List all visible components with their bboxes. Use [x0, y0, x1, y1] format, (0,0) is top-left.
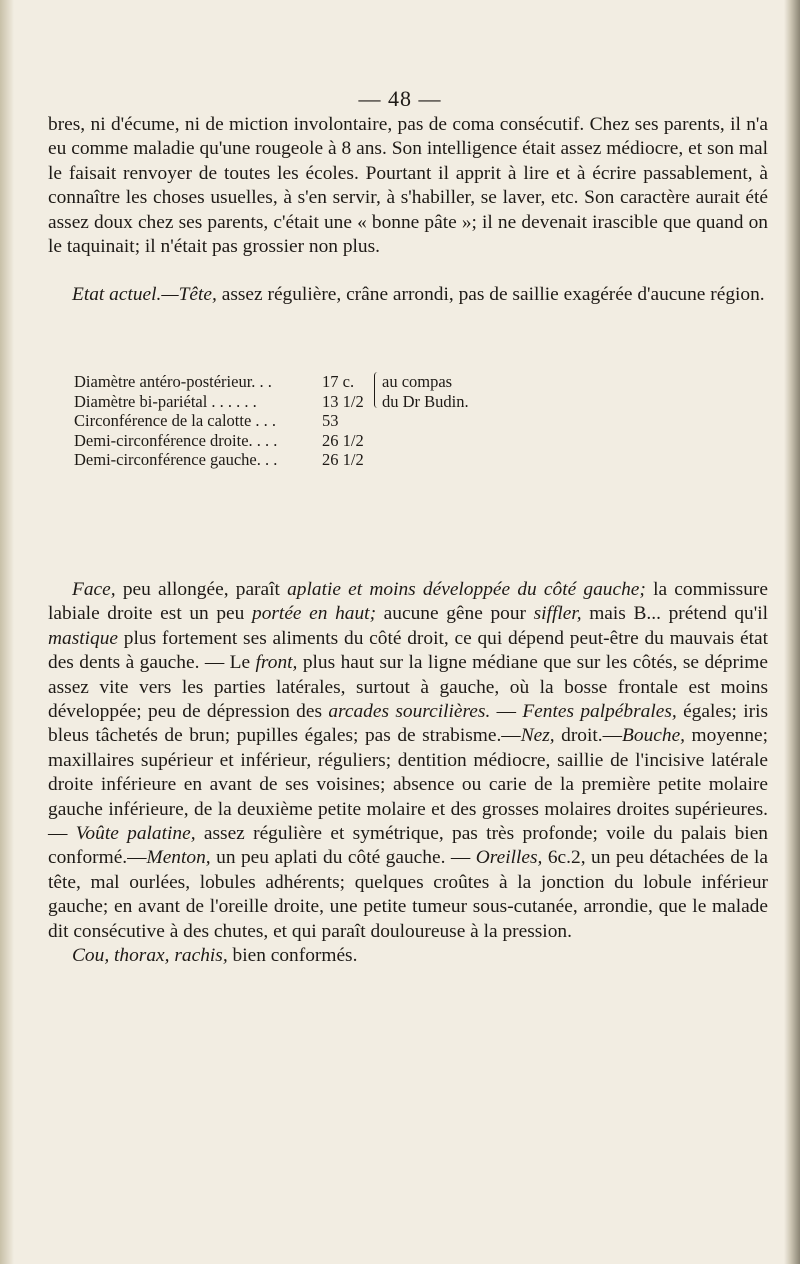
italic-term: aplatie et moins développée du côté gauche;: [287, 579, 646, 600]
italic-term: mastique: [48, 627, 119, 649]
paragraph-etat-actuel: [48, 283, 768, 307]
brace-icon: [374, 372, 381, 408]
text-run: 6c.2, un peu détachées de la tête, mal ourlées, lobules adhérents; quelques croûtes à la jonction du lobule inférieur gauche; en avant de l'oreille droite, une petite tumeur sous-cutanée, arrondie, que le malade dit consécutive à des chutes, et qui paraît douloureuse à la pression.: [48, 847, 768, 942]
measurement-label: Demi-circonférence droite. . . .: [74, 430, 278, 450]
measurement-label: Diamètre antéro-postérieur. . .: [74, 372, 272, 391]
text-run: aucune gêne pour: [376, 603, 534, 625]
cou-thorax-text: bien conformés.: [227, 945, 358, 967]
measurement-note: [382, 372, 469, 411]
page-edge-right: [784, 0, 800, 1264]
paragraph-intro: bres, ni d'écume, ni de miction involontaire, pas de coma consécutif. Chez ses parents, il n'a eu comme maladie qu'une rougeole à 8 ans. Son intelligence était assez médiocre, et son mal le faisait renvoyer de toutes les écoles. Pourtant il apprit à lire et à écrire passablement, à connaître les choses usuelles, à s'en servir, à s'habiller, se laver, etc. Son caractère aurait été assez doux chez ses parents, c'était une « bonne pâte »; il ne devenait irascible que quand on le taquinait; il n'était pas grossier non plus.: [48, 114, 768, 258]
page-edge-left: [0, 0, 14, 1264]
italic-term: Fentes palpébrales,: [522, 701, 677, 723]
italic-term: Menton,: [146, 847, 211, 869]
cou-thorax-label: Cou, thorax, rachis,: [72, 945, 228, 967]
italic-term: Oreilles,: [475, 847, 543, 869]
text-run: la commissure labiale droite est un peu: [48, 579, 768, 625]
measurement-label: Diamètre bi-pariétal . . . . . .: [74, 391, 257, 411]
text-run: mais B... prétend qu'il: [581, 603, 769, 625]
italic-term: portée en haut;: [252, 603, 377, 625]
italic-term: Nez,: [520, 725, 555, 747]
measurement-value: 53: [322, 411, 339, 431]
note-line-2: du Dr Budin.: [382, 391, 469, 411]
measurement-row: [74, 372, 469, 392]
italic-term: Voûte palatine,: [75, 823, 196, 845]
note-line-1: au compas: [382, 372, 453, 391]
measurement-value: 26 1/2: [322, 430, 364, 450]
text-run: peu allongée, paraît: [115, 579, 288, 600]
measurement-label: Circonférence de la calotte . . .: [74, 411, 277, 431]
measurements-table: [74, 372, 469, 470]
paragraph-face: [48, 578, 768, 969]
text-run: plus fortement ses aliments du côté droit, ce qui dépend peut-être du mauvais état des dents à gauche. — Le: [48, 627, 768, 674]
measurement-label: Demi-circonférence gauche. . .: [74, 450, 278, 470]
text-run: un peu aplati du côté gauche. —: [210, 847, 476, 869]
etat-actuel-text: assez régulière, crâne arrondi, pas de saillie exagérée d'aucune région.: [216, 284, 765, 305]
text-run: assez régulière et symétrique, pas très profonde; voile du palais bien conformé.—: [48, 823, 768, 869]
italic-term: siffler,: [533, 603, 582, 625]
italic-term: front,: [255, 652, 298, 674]
italic-term: Face,: [72, 579, 116, 600]
measurement-value: 17 c.: [322, 372, 355, 391]
measurement-row: [74, 450, 469, 470]
measurement-row: [74, 431, 469, 451]
page-number: — 48 —: [358, 86, 442, 111]
text-run: droit.—: [554, 725, 623, 747]
text-run: —: [490, 701, 523, 723]
measurement-value: 26 1/2: [322, 450, 364, 470]
measurement-value: 13 1/2: [322, 391, 364, 411]
measurement-row: [74, 411, 469, 431]
italic-term: arcades sourcilières.: [328, 701, 491, 723]
etat-actuel-heading: Etat actuel.—Tête,: [72, 284, 217, 305]
text-run: égales; iris bleus tâchetés de brun; pupilles égales; pas de strabisme.—: [48, 701, 768, 747]
italic-term: Bouche,: [622, 725, 686, 747]
text-run: moyenne; maxillaires supérieur et inférieur, réguliers; dentition médiocre, saillie de l'incisive latérale droite inférieure en avant de ses voisines; absence ou carie de la première petite molaire gauche inférieure, de la deuxième petite molaire et des grosses molaires droites supérieures. —: [48, 725, 769, 845]
text-run: plus haut sur la ligne médiane que sur les côtés, se déprime assez vite vers les parties latérales, surtout à gauche, où la bosse frontale est moins développée; peu de dépression des: [48, 652, 768, 723]
